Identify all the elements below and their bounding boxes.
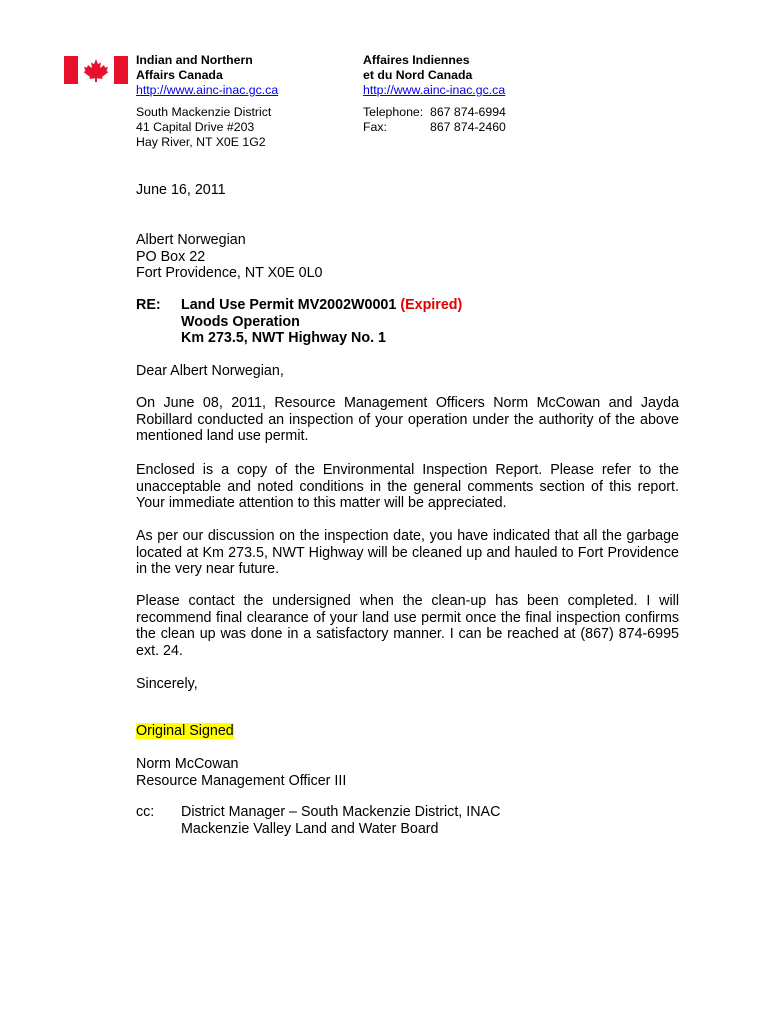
contact-numbers [363,105,506,135]
subject-permit: Land Use Permit MV2002W0001 [181,297,397,313]
cc-recipient: District Manager – South Mackenzie District, INAC [181,804,501,820]
fax-row [363,120,506,135]
department-name-fr-line2: et du Nord Canada [363,68,473,82]
recipient-line: Albert Norwegian [136,232,246,248]
body-paragraph: Please contact the undersigned when the clean-up has been completed. I will recommend final clearance of your land use permit once the final inspection confirms the clean up was done in a satisfactory manner. I can be reached at (867) 874-6995 ext. 24. [136,593,679,659]
address-line: South Mackenzie District [136,105,272,119]
recipient-line: Fort Providence, NT X0E 0L0 [136,265,323,282]
body-paragraph: Enclosed is a copy of the Environmental Inspection Report. Please refer to the unacceptable and noted conditions in the general comments section of this report. Your immediate attention to this matter will be appreciated. [136,462,679,512]
telephone-value: 867 874-6994 [430,105,506,119]
subject-permit-line [181,297,462,314]
permit-status: (Expired) [400,297,463,313]
signature-highlight: Original Signed [136,723,234,739]
recipient-address [136,232,322,282]
subject-block [181,297,462,347]
department-name-fr-line1: Affaires Indiennes [363,53,470,67]
re-label: RE: [136,297,161,313]
fax-value: 867 874-2460 [430,120,506,134]
signature-note [136,723,234,740]
office-address [136,105,271,150]
closing: Sincerely, [136,676,198,692]
header-department-fr [363,53,505,98]
recipient-line: PO Box 22 [136,248,206,265]
cc-list [181,804,500,837]
website-link-fr[interactable]: http://www.ainc-inac.gc.ca [363,83,506,97]
department-name-en-line1: Indian and Northern [136,53,253,67]
department-name-en-line2: Affairs Canada [136,68,223,82]
telephone-row [363,105,506,120]
letter-date: June 16, 2011 [136,182,226,198]
signer-block [136,756,346,789]
subject-operation: Woods Operation [181,313,300,330]
signer-name: Norm McCowan [136,756,239,772]
signer-title: Resource Management Officer III [136,772,347,789]
website-link-en[interactable]: http://www.ainc-inac.gc.ca [136,83,279,97]
salutation: Dear Albert Norwegian, [136,363,284,379]
canada-flag-icon [64,56,128,84]
cc-label: cc: [136,804,155,820]
telephone-label: Telephone: [363,105,424,119]
cc-recipient: Mackenzie Valley Land and Water Board [181,820,439,837]
fax-label: Fax: [363,120,387,134]
address-line: 41 Capital Drive #203 [136,120,255,134]
body-paragraph: On June 08, 2011, Resource Management Officers Norm McCowan and Jayda Robillard conducted an inspection of your operation under the authority of the above mentioned land use permit. [136,395,679,445]
subject-location: Km 273.5, NWT Highway No. 1 [181,330,386,347]
body-paragraph: As per our discussion on the inspection date, you have indicated that all the garbage located at Km 273.5, NWT Highway will be cleaned up and hauled to Fort Providence in the very near future. [136,528,679,578]
header-department-en [136,53,278,98]
address-line: Hay River, NT X0E 1G2 [136,135,266,149]
